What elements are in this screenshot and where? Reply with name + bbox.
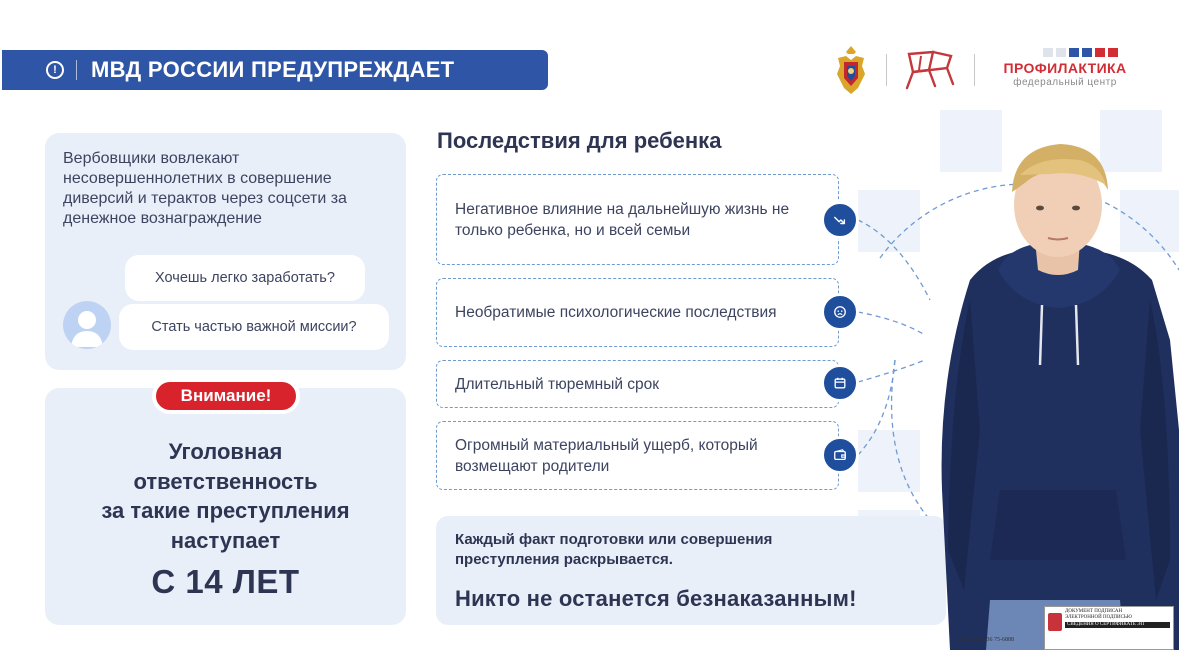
trend-down-icon [821, 201, 859, 239]
liability-text [45, 437, 406, 555]
logo-square [1108, 48, 1118, 57]
header-banner [2, 50, 548, 90]
consequence-item [436, 174, 839, 265]
logo-divider [974, 54, 975, 86]
stamp-line: ДОКУМЕНТ ПОДПИСАН [1065, 609, 1123, 614]
stamp-line: ЭЛЕКТРОННОЙ ПОДПИСЬЮ [1065, 615, 1132, 620]
decor-square [858, 190, 920, 252]
mvd-emblem-icon [834, 44, 868, 96]
banner-divider [76, 60, 77, 80]
attention-badge: Внимание! [152, 378, 300, 414]
user-avatar-icon [63, 301, 111, 349]
consequence-item [436, 278, 839, 347]
logo-square [1095, 48, 1105, 57]
wallet-icon [821, 436, 859, 474]
consequences-title: Последствия для ребенка [437, 128, 722, 153]
calendar-icon [821, 364, 859, 402]
seal-icon [1048, 613, 1062, 631]
logo-square [1043, 48, 1053, 57]
liability-line: за такие преступления [101, 498, 350, 523]
profilaktika-squares [990, 48, 1140, 57]
consequence-item [436, 421, 839, 490]
sad-face-icon [821, 293, 859, 331]
stamp-date: 23.06.2026 36 75-6888 [958, 637, 1014, 643]
message-panel [436, 516, 946, 625]
info-icon: ! [46, 61, 64, 79]
message-line-1: Каждый факт подготовки или совершения преступления раскрывается. [455, 531, 773, 568]
consequence-text: Огромный материальный ущерб, который возмещают родители [455, 436, 758, 475]
recruit-panel [45, 133, 406, 370]
consequence-text: Необратимые психологические последствия [455, 304, 777, 321]
header-title: МВД РОССИИ ПРЕДУПРЕЖДАЕТ [91, 57, 455, 82]
recruit-intro: Вербовщики вовлекают несовершеннолетних в совершение диверсий и терактов через соцсети за денежное вознаграждение [63, 150, 347, 227]
consequence-item [436, 360, 839, 408]
age-threshold: С 14 ЛЕТ [151, 563, 300, 600]
stamp-bar: СВЕДЕНИЯ О СЕРТИФИКАТЕ ЭП [1065, 622, 1170, 628]
logo-square [1056, 48, 1066, 57]
liability-line: Уголовная [168, 439, 283, 464]
chair-logo-icon [903, 48, 957, 90]
message-line-2: Никто не останется безнаказанным! [455, 586, 857, 611]
logo-square [1069, 48, 1079, 57]
liability-line: наступает [170, 527, 281, 553]
consequence-text: Негативное влияние на дальнейшую жизнь не только ребенка, но и всей семьи [455, 200, 790, 239]
liability-line: ответственность [133, 468, 318, 494]
chat-bubble: Стать частью важной миссии? [119, 304, 389, 350]
logo-divider [886, 54, 887, 86]
profilaktika-title: ПРОФИЛАКТИКА [1003, 60, 1127, 76]
consequence-text: Длительный тюремный срок [455, 375, 660, 393]
chat-bubble: Хочешь легко заработать? [125, 255, 365, 301]
decor-square [858, 430, 920, 492]
logo-square [1082, 48, 1092, 57]
signature-stamp [1044, 606, 1174, 650]
teenager-photo [930, 130, 1179, 650]
profilaktika-subtitle: федеральный центр [1013, 77, 1117, 88]
profilaktika-logo [990, 48, 1140, 94]
